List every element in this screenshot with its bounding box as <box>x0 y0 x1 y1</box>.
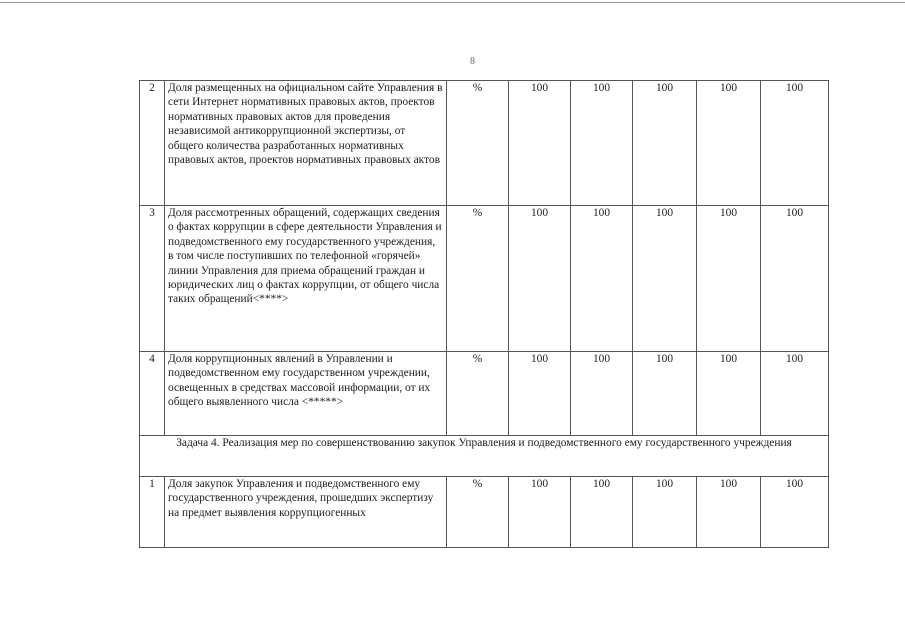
value-cell: 100 <box>509 477 571 548</box>
value-cell: 100 <box>697 81 761 206</box>
table-row <box>140 352 829 436</box>
value-cell: 100 <box>633 81 697 206</box>
value-cell: 100 <box>633 206 697 352</box>
indicators-table <box>139 80 829 548</box>
unit-cell: % <box>447 81 509 206</box>
value-cell: 100 <box>509 81 571 206</box>
value-cell: 100 <box>697 206 761 352</box>
value-cell: 100 <box>509 352 571 436</box>
indicator-text: Доля коррупционных явлений в Управлении и подведомственном ему государственном учреждении, освещенных в средствах массовой информации, от их общего выявленного числа <*****> <box>165 352 447 436</box>
row-number: 2 <box>140 81 165 206</box>
task-row <box>140 436 829 477</box>
value-cell: 100 <box>509 206 571 352</box>
indicator-text: Доля размещенных на официальном сайте Управления в сети Интернет нормативных правовых актов, проектов нормативных правовых актов для проведения независимой антикоррупционной экспертизы, от общего количества разработанных нормативных правовых актов, проектов нормативных правовых актов <box>165 81 447 206</box>
value-cell: 100 <box>571 81 633 206</box>
table-row <box>140 81 829 206</box>
value-cell: 100 <box>633 352 697 436</box>
page-top-border <box>0 2 905 3</box>
indicator-text: Доля закупок Управления и подведомственного ему государственного учреждения, прошедших экспертизу на предмет выявления коррупциогенных <box>165 477 447 548</box>
task-heading: Задача 4. Реализация мер по совершенствованию закупок Управления и подведомственного ему государственного учреждения <box>140 436 829 477</box>
table-row <box>140 477 829 548</box>
unit-cell: % <box>447 352 509 436</box>
value-cell: 100 <box>571 352 633 436</box>
row-number: 1 <box>140 477 165 548</box>
value-cell: 100 <box>633 477 697 548</box>
value-cell: 100 <box>761 206 829 352</box>
value-cell: 100 <box>571 477 633 548</box>
table-row <box>140 206 829 352</box>
page-number: 8 <box>470 56 475 67</box>
value-cell: 100 <box>761 477 829 548</box>
indicator-text: Доля рассмотренных обращений, содержащих сведения о фактах коррупции в сфере деятельности Управления и подведомственного ему государственного учреждения, в том числе поступивших по телефонной «горячей» линии Управления для приема обращений граждан и юридических лиц о фактах коррупции, от общего числа таких обращений<****> <box>165 206 447 352</box>
row-number: 3 <box>140 206 165 352</box>
value-cell: 100 <box>761 81 829 206</box>
value-cell: 100 <box>571 206 633 352</box>
value-cell: 100 <box>697 352 761 436</box>
unit-cell: % <box>447 477 509 548</box>
value-cell: 100 <box>697 477 761 548</box>
row-number: 4 <box>140 352 165 436</box>
value-cell: 100 <box>761 352 829 436</box>
unit-cell: % <box>447 206 509 352</box>
